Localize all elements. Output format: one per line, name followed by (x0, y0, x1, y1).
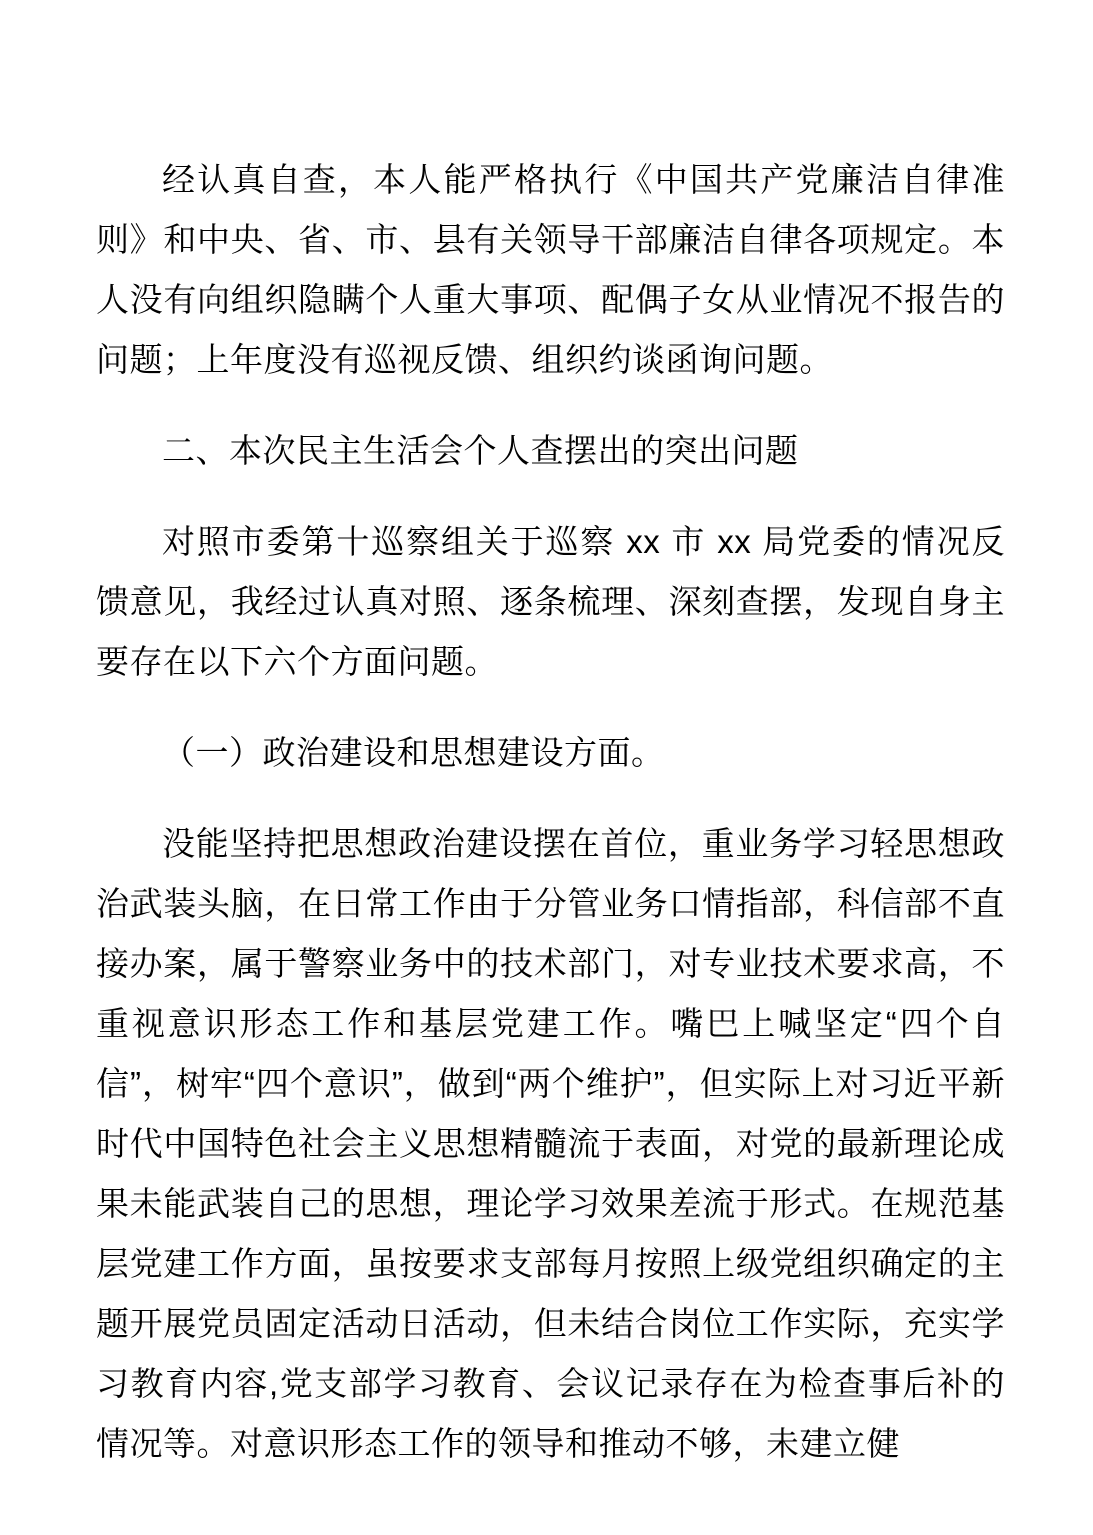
paragraph-self-check: 经认真自查，本人能严格执行《中国共产党廉洁自律准则》和中央、省、市、县有关领导干部廉洁自律各项规定。本人没有向组织隐瞒个人重大事项、配偶子女从业情况不报告的问题；上年度没有巡视反馈、组织约谈函询问题。 (96, 161, 1005, 378)
section-heading-2: 二、本次民主生活会个人查摆出的突出问题 (162, 432, 799, 469)
paragraph-inspection-feedback: 对照市委第十巡察组关于巡察 xx 市 xx 局党委的情况反馈意见，我经过认真对照、逐条梳理、深刻查摆，发现自身主要存在以下六个方面问题。 (96, 523, 1005, 680)
sub-heading-political-ideological: （一）政治建设和思想建设方面。 (162, 734, 665, 771)
paragraph-problems-detail: 没能坚持把思想政治建设摆在首位，重业务学习轻思想政治武装头脑，在日常工作由于分管业务口情指部，科信部不直接办案，属于警察业务中的技术部门，对专业技术要求高，不重视意识形态工作和基层党建工作。嘴巴上喊坚定“四个自信”，树牢“四个意识”，做到“两个维护”，但实际上对习近平新时代中国特色社会主义思想精髓流于表面，对党的最新理论成果未能武装自己的思想，理论学习效果差流于形式。在规范基层党建工作方面，虽按要求支部每月按照上级党组织确定的主题开展党员固定活动日活动，但未结合岗位工作实际，充实学习教育内容,党支部学习教育、会议记录存在为检查事后补的情况等。对意识形态工作的领导和推动不够，未建立健 (96, 825, 1005, 1462)
